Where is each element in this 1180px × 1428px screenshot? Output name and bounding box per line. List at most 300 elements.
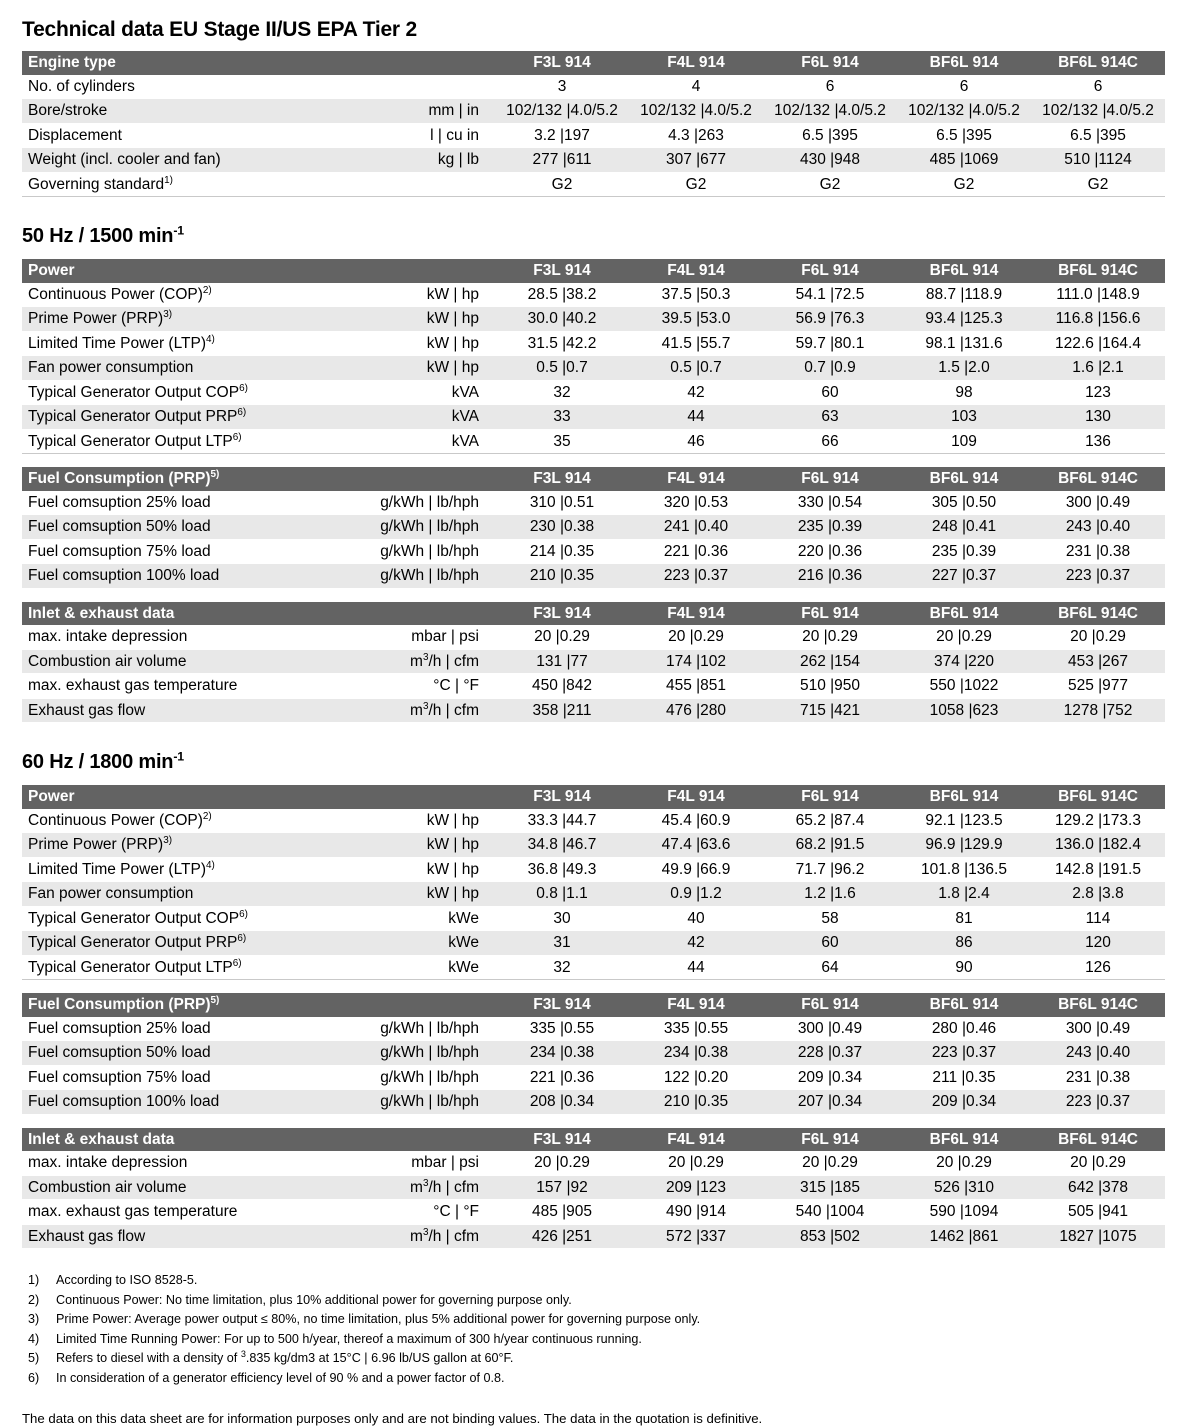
table-row [22,674,1165,699]
row-label [22,172,352,197]
row-label [22,283,352,307]
cell-value: 335 |0.55 [629,1017,763,1041]
row-label [22,405,352,430]
row-unit: g/kWh | lb/hph [352,515,495,540]
cell-value: 243 |0.40 [1031,1041,1165,1066]
cell-value: 96.9 |129.9 [897,833,1031,858]
column-header-engine-4: BF6L 914 [897,259,1031,283]
unit-superscript: 3 [422,651,429,663]
row-label-text: Continuous Power (COP) [28,285,203,303]
row-unit: g/kWh | lb/hph [352,491,495,515]
cell-value: 60 [763,931,897,956]
cell-value: 136 [1031,429,1165,454]
table-row [22,1200,1165,1225]
cell-value: 223 |0.37 [1031,564,1165,589]
cell-value: 230 |0.38 [495,515,629,540]
cell-value: 485 |1069 [897,148,1031,173]
table-power-60 [22,785,1165,980]
cell-value: 526 |310 [897,1175,1031,1200]
row-unit: $m^3/h$ | cfm [352,1224,495,1249]
cell-value: 248 |0.41 [897,515,1031,540]
cell-value: 42 [629,380,763,405]
row-label [22,564,352,589]
column-header-engine-4: BF6L 914 [897,1128,1031,1152]
column-header-category-label: Fuel Consumption (PRP) [28,996,211,1013]
column-header-units [352,51,495,75]
row-label-text: Continuous Power (COP) [28,811,203,829]
table-row [22,882,1165,907]
cell-value: 71.7 |96.2 [763,857,897,882]
cell-value: 211 |0.35 [897,1065,1031,1090]
cell-value: 241 |0.40 [629,515,763,540]
cell-value: 210 |0.35 [629,1090,763,1115]
row-footnote-marker: 6) [237,406,247,418]
cell-value: G2 [763,172,897,197]
cell-value: 45.4 |60.9 [629,809,763,833]
cell-value: 30.0 |40.2 [495,307,629,332]
column-header-engine-5: BF6L 914C [1031,1128,1165,1152]
column-header-engine-5: BF6L 914C [1031,467,1165,491]
cell-value: 98.1 |131.6 [897,331,1031,356]
footnotes-list [22,1271,1164,1389]
cell-value: 223 |0.37 [897,1041,1031,1066]
cell-value: 6.5 |395 [897,123,1031,148]
cell-value: 6.5 |395 [763,123,897,148]
cell-value: 358 |211 [495,698,629,723]
table-row [22,649,1165,674]
cell-value: 450 |842 [495,674,629,699]
cell-value: 374 |220 [897,649,1031,674]
row-unit: mbar | psi [352,625,495,649]
row-label-text: Fuel comsuption 100% load [28,567,220,584]
row-unit: mm | in [352,99,495,124]
row-label-text: Combustion air volume [28,1178,187,1196]
table-row [22,123,1165,148]
column-header-category-label: Inlet & exhaust data [28,604,175,622]
cell-value: 120 [1031,931,1165,956]
row-label [22,148,352,173]
row-footnote-marker: 2) [202,810,212,822]
column-header-engine-1: F3L 914 [495,51,629,75]
row-unit: °C | °F [352,1200,495,1225]
column-header-engine-3: F6L 914 [763,1128,897,1152]
cell-value: 6.5 |395 [1031,123,1165,148]
cell-value: 221 |0.36 [495,1065,629,1090]
row-unit: kVA [352,405,495,430]
cell-value: 1278 |752 [1031,698,1165,723]
row-unit: g/kWh | lb/hph [352,1017,495,1041]
row-unit: kW | hp [352,809,495,833]
table-row [22,380,1165,405]
table-header-row [22,259,1165,283]
row-label [22,882,352,907]
row-label [22,331,352,356]
cell-value: G2 [629,172,763,197]
table-row [22,906,1165,931]
column-header-category [22,602,352,626]
cell-value: 280 |0.46 [897,1017,1031,1041]
table-row [22,625,1165,649]
section-heading-60hz [22,751,1164,774]
table-row [22,75,1165,99]
cell-value: 853 |502 [763,1224,897,1249]
table-row [22,1175,1165,1200]
table-header-row [22,1128,1165,1152]
column-header-engine-2: F4L 914 [629,51,763,75]
section-heading-60hz-text: 60 Hz / 1800 min [22,751,174,773]
cell-value: 98 [897,380,1031,405]
section-50hz-tables [22,259,1164,723]
row-label-text: No. of cylinders [28,77,135,95]
table-row [22,564,1165,589]
column-header-footnote-marker: 5) [210,994,220,1006]
table-row [22,931,1165,956]
table-row [22,172,1165,197]
cell-value: 20 |0.29 [1031,1151,1165,1175]
row-label-text: Typical Generator Output COP [28,383,240,401]
row-label-text: max. exhaust gas temperature [28,1203,238,1220]
cell-value: 590 |1094 [897,1200,1031,1225]
cell-value: 20 |0.29 [495,1151,629,1175]
cell-value: 210 |0.35 [495,564,629,589]
cell-value: 58 [763,906,897,931]
row-label [22,356,352,381]
cell-value: 68.2 |91.5 [763,833,897,858]
row-label-text: Exhaust gas flow [28,701,146,719]
cell-value: 6 [1031,75,1165,99]
cell-value: 131 |77 [495,649,629,674]
row-unit: kW | hp [352,307,495,332]
cell-value: G2 [897,172,1031,197]
cell-value: 31.5 |42.2 [495,331,629,356]
section-heading-60hz-superscript: -1 [173,749,184,764]
cell-value: 20 |0.29 [629,1151,763,1175]
table-row [22,405,1165,430]
cell-value: 235 |0.39 [897,539,1031,564]
row-label-text: Governing standard [28,175,165,193]
table-row [22,99,1165,124]
column-header-category-label: Fuel Consumption (PRP) [28,470,211,487]
table-header-row [22,467,1165,491]
row-label [22,1175,352,1200]
footnote-item [22,1271,1164,1291]
column-header-engine-1: F3L 914 [495,993,629,1017]
cell-value: G2 [1031,172,1165,197]
cell-value: 136.0 |182.4 [1031,833,1165,858]
cell-value: 231 |0.38 [1031,539,1165,564]
row-label-text: Typical Generator Output PRP [28,934,238,951]
table-engine-type [22,51,1165,197]
row-label-text: Fuel comsuption 25% load [28,1019,211,1037]
cell-value: 60 [763,380,897,405]
row-unit [352,172,495,197]
row-label-text: Fan power consumption [28,359,194,376]
cell-value: 28.5 |38.2 [495,283,629,307]
column-header-engine-4: BF6L 914 [897,602,1031,626]
row-label-text: Typical Generator Output COP [28,909,240,927]
column-header-engine-1: F3L 914 [495,785,629,809]
row-label-text: max. intake depression [28,1154,188,1171]
table-row [22,833,1165,858]
column-header-units [352,467,495,491]
row-footnote-marker: 4) [206,333,215,345]
column-header-category-label: Power [28,788,75,805]
cell-value: 3.2 |197 [495,123,629,148]
cell-value: 2.8 |3.8 [1031,882,1165,907]
cell-value: 56.9 |76.3 [763,307,897,332]
cell-value: G2 [495,172,629,197]
cell-value: 123 [1031,380,1165,405]
row-label [22,1090,352,1115]
cell-value: 243 |0.40 [1031,515,1165,540]
cell-value: 122 |0.20 [629,1065,763,1090]
row-label [22,698,352,723]
cell-value: 715 |421 [763,698,897,723]
row-unit: °C | °F [352,674,495,699]
cell-value: 209 |0.34 [897,1090,1031,1115]
cell-value: 122.6 |164.4 [1031,331,1165,356]
footnote-text: Refers to diesel with a density of $^3$.835 kg/dm3 at 15°C | 6.96 lb/US gallon at 60°F. [56,1349,514,1366]
cell-value: 64 [763,955,897,980]
unit-superscript: 3 [422,700,429,712]
cell-value: 81 [897,906,1031,931]
row-label-text: Bore/stroke [28,102,108,119]
row-unit: kW | hp [352,331,495,356]
row-unit: kWe [352,931,495,956]
table-row [22,698,1165,723]
table-inlet-60 [22,1128,1165,1250]
cell-value: 335 |0.55 [495,1017,629,1041]
footnote-item [22,1369,1164,1389]
row-label [22,429,352,454]
unit-superscript: 3 [422,1177,429,1189]
cell-value: 220 |0.36 [763,539,897,564]
footnote-item [22,1349,1164,1369]
cell-value: 102/132 |4.0/5.2 [897,99,1031,124]
column-header-engine-5: BF6L 914C [1031,259,1165,283]
table-inlet-50 [22,602,1165,724]
cell-value: 223 |0.37 [629,564,763,589]
row-footnote-marker: 1) [164,174,173,186]
row-label-text: Typical Generator Output LTP [28,432,233,450]
row-unit: kW | hp [352,356,495,381]
cell-value: 114 [1031,906,1165,931]
row-unit: g/kWh | lb/hph [352,564,495,589]
table-row [22,356,1165,381]
column-header-engine-3: F6L 914 [763,785,897,809]
table-row [22,1151,1165,1175]
cell-value: 320 |0.53 [629,491,763,515]
column-header-engine-3: F6L 914 [763,993,897,1017]
row-label-text: Fuel comsuption 50% load [28,518,211,535]
unit-superscript: 3 [422,1226,429,1238]
row-unit: mbar | psi [352,1151,495,1175]
table-row [22,1224,1165,1249]
cell-value: 34.8 |46.7 [495,833,629,858]
cell-value: 221 |0.36 [629,539,763,564]
cell-value: 510 |1124 [1031,148,1165,173]
row-label-text: Fuel comsuption 25% load [28,493,211,511]
row-footnote-marker: 6) [239,908,248,920]
page-title: Technical data EU Stage II/US EPA Tier 2 [22,18,418,41]
cell-value: 40 [629,906,763,931]
column-header-units [352,602,495,626]
table-row [22,429,1165,454]
table-row [22,331,1165,356]
row-unit: kW | hp [352,283,495,307]
row-unit: g/kWh | lb/hph [352,1041,495,1066]
cell-value: 92.1 |123.5 [897,809,1031,833]
cell-value: 307 |677 [629,148,763,173]
footnote-text: Limited Time Running Power: For up to 500 h/year, thereof a maximum of 300 h/year continuous running. [56,1331,642,1346]
row-label [22,674,352,699]
cell-value: 540 |1004 [763,1200,897,1225]
cell-value: 426 |251 [495,1224,629,1249]
cell-value: 4.3 |263 [629,123,763,148]
cell-value: 525 |977 [1031,674,1165,699]
column-header-engine-5: BF6L 914C [1031,51,1165,75]
column-header-units [352,259,495,283]
row-label [22,380,352,405]
cell-value: 572 |337 [629,1224,763,1249]
cell-value: 32 [495,955,629,980]
cell-value: 20 |0.29 [629,625,763,649]
row-label [22,1200,352,1225]
table-header-row [22,602,1165,626]
row-label [22,833,352,858]
row-label-text: Prime Power (PRP) [28,310,164,327]
cell-value: 453 |267 [1031,649,1165,674]
cell-value: 30 [495,906,629,931]
cell-value: 111.0 |148.9 [1031,283,1165,307]
column-header-category [22,467,352,491]
table-row [22,955,1165,980]
cell-value: 490 |914 [629,1200,763,1225]
cell-value: 1.8 |2.4 [897,882,1031,907]
row-label [22,1151,352,1175]
cell-value: 130 [1031,405,1165,430]
cell-value: 0.7 |0.9 [763,356,897,381]
footnote-text: According to ISO 8528-5. [56,1273,198,1287]
cell-value: 90 [897,955,1031,980]
cell-value: 455 |851 [629,674,763,699]
table-row [22,148,1165,173]
column-header-engine-3: F6L 914 [763,602,897,626]
footnote-superscript: 3 [240,1349,246,1360]
table-row [22,283,1165,307]
column-header-engine-4: BF6L 914 [897,785,1031,809]
cell-value: 310 |0.51 [495,491,629,515]
column-header-category [22,1128,352,1152]
table-power-50 [22,259,1165,454]
column-header-engine-5: BF6L 914C [1031,785,1165,809]
row-label-text: Fuel comsuption 75% load [28,542,211,560]
row-unit: kW | hp [352,857,495,882]
cell-value: 109 [897,429,1031,454]
cell-value: 3 [495,75,629,99]
section-heading-50hz-text: 50 Hz / 1500 min [22,225,174,247]
engine-type-table-slot [22,51,1164,197]
cell-value: 550 |1022 [897,674,1031,699]
footnote-text: Continuous Power: No time limitation, plus 10% additional power for governing purpose only. [56,1292,572,1307]
row-unit: kg | lb [352,148,495,173]
column-header-category-label: Engine type [28,54,116,71]
row-label [22,955,352,980]
column-header-category [22,259,352,283]
cell-value: 102/132 |4.0/5.2 [495,99,629,124]
cell-value: 20 |0.29 [1031,625,1165,649]
row-label [22,539,352,564]
cell-value: 476 |280 [629,698,763,723]
cell-value: 102/132 |4.0/5.2 [1031,99,1165,124]
cell-value: 510 |950 [763,674,897,699]
cell-value: 0.5 |0.7 [629,356,763,381]
cell-value: 305 |0.50 [897,491,1031,515]
cell-value: 44 [629,955,763,980]
cell-value: 66 [763,429,897,454]
cell-value: 116.8 |156.6 [1031,307,1165,332]
cell-value: 330 |0.54 [763,491,897,515]
column-header-engine-1: F3L 914 [495,467,629,491]
cell-value: 35 [495,429,629,454]
cell-value: 37.5 |50.3 [629,283,763,307]
column-header-engine-3: F6L 914 [763,51,897,75]
cell-value: 36.8 |49.3 [495,857,629,882]
cell-value: 1058 |623 [897,698,1031,723]
table-header-row [22,785,1165,809]
row-label [22,491,352,515]
row-footnote-marker: 3) [163,834,173,846]
row-label [22,75,352,99]
row-label-text: Typical Generator Output PRP [28,408,238,425]
cell-value: 227 |0.37 [897,564,1031,589]
column-header-engine-4: BF6L 914 [897,51,1031,75]
column-header-engine-1: F3L 914 [495,259,629,283]
cell-value: 223 |0.37 [1031,1090,1165,1115]
cell-value: 42 [629,931,763,956]
row-label [22,307,352,332]
cell-value: 214 |0.35 [495,539,629,564]
row-label-text: Displacement [28,126,122,144]
row-label [22,649,352,674]
table-header-row [22,51,1165,75]
table-row [22,1090,1165,1115]
cell-value: 157 |92 [495,1175,629,1200]
cell-value: 39.5 |53.0 [629,307,763,332]
section-heading-50hz-superscript: -1 [173,223,184,238]
row-unit: kW | hp [352,833,495,858]
cell-value: 103 [897,405,1031,430]
cell-value: 277 |611 [495,148,629,173]
table-fuel-50 [22,467,1165,589]
row-label [22,931,352,956]
row-unit: kWe [352,906,495,931]
row-unit: g/kWh | lb/hph [352,1065,495,1090]
row-footnote-marker: 6) [232,957,242,969]
column-header-category-label: Power [28,262,75,279]
column-header-engine-2: F4L 914 [629,1128,763,1152]
footnote-item [22,1291,1164,1311]
disclaimer-text: The data on this data sheet are for information purposes only and are not binding values. The data in the quotation is definitive. [22,1410,763,1426]
cell-value: 1.5 |2.0 [897,356,1031,381]
cell-value: 231 |0.38 [1031,1065,1165,1090]
cell-value: 174 |102 [629,649,763,674]
table-fuel-60 [22,993,1165,1115]
cell-value: 41.5 |55.7 [629,331,763,356]
table-row [22,515,1165,540]
cell-value: 33.3 |44.7 [495,809,629,833]
row-unit: $m^3/h$ | cfm [352,1175,495,1200]
